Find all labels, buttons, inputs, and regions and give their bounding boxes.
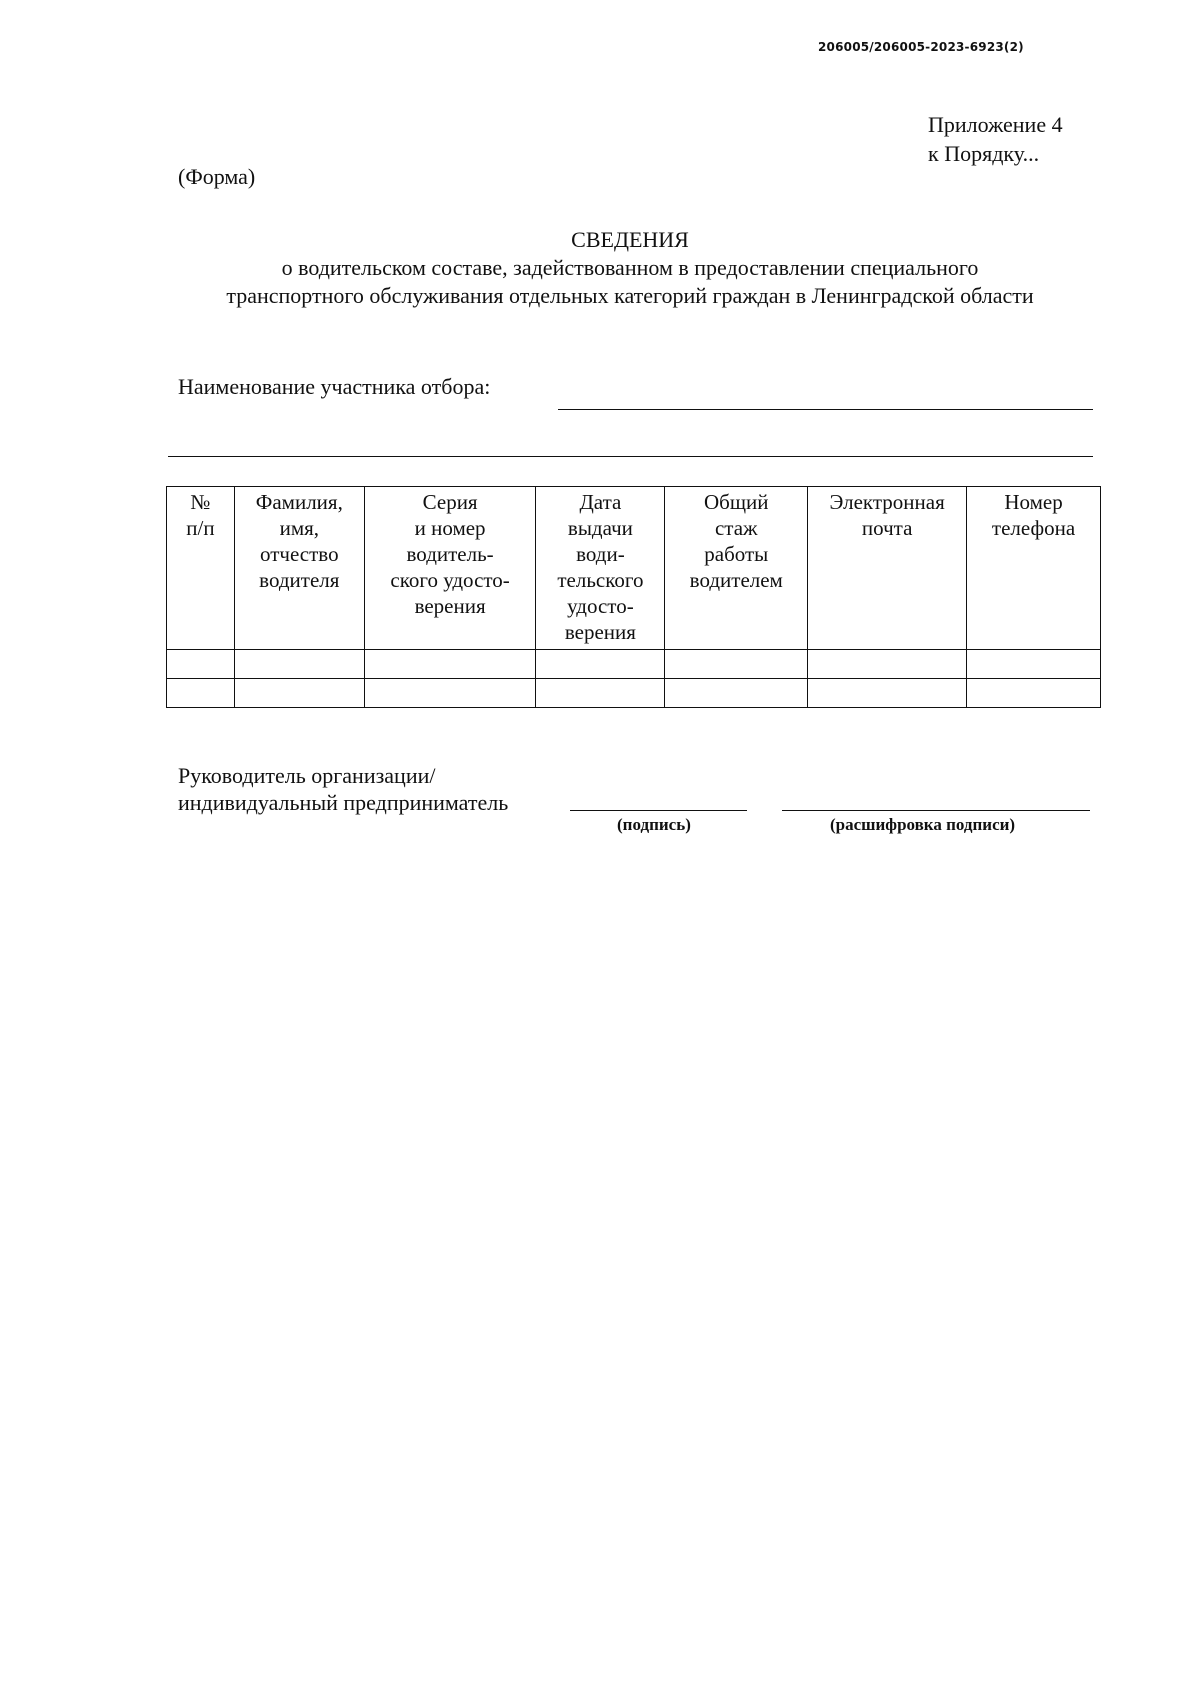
table-cell[interactable]	[167, 650, 235, 679]
title-line-2: транспортного обслуживания отдельных категорий граждан в Ленинградской области	[226, 283, 1034, 308]
column-header-experience: Общий стаж работы водителем	[665, 487, 808, 650]
table-cell[interactable]	[808, 679, 967, 708]
document-title	[150, 226, 1110, 310]
appendix-reference	[928, 110, 1063, 168]
column-header-license-number: Серия и номер водитель- ского удосто- верения	[364, 487, 536, 650]
table-cell[interactable]	[364, 679, 536, 708]
signature-decoding-caption: (расшифровка подписи)	[830, 815, 1016, 834]
head-of-organization-label: Руководитель организации/ индивидуальный предприниматель	[178, 763, 509, 815]
table-cell[interactable]	[536, 679, 665, 708]
table-cell[interactable]	[967, 650, 1101, 679]
participant-name-field[interactable]	[558, 409, 1093, 410]
document-number: 206005/206005-2023-6923(2)	[818, 40, 1024, 54]
signature-decoding-field[interactable]	[782, 810, 1090, 811]
column-header-number: № п/п	[167, 487, 235, 650]
title-heading: СВЕДЕНИЯ	[571, 227, 689, 252]
table-cell[interactable]	[167, 679, 235, 708]
participant-name-field-continuation[interactable]	[168, 456, 1093, 457]
table-cell[interactable]	[665, 679, 808, 708]
table-header-row	[167, 487, 1101, 650]
table-cell[interactable]	[364, 650, 536, 679]
drivers-table	[166, 486, 1101, 708]
column-header-full-name: Фамилия, имя, отчество водителя	[234, 487, 364, 650]
signature-caption: (подпись)	[617, 815, 691, 834]
table-cell[interactable]	[536, 650, 665, 679]
appendix-line-1: Приложение 4	[928, 112, 1063, 137]
table-cell[interactable]	[234, 679, 364, 708]
signature-field[interactable]	[570, 810, 747, 811]
table-cell[interactable]	[967, 679, 1101, 708]
table-row	[167, 650, 1101, 679]
column-header-email: Электронная почта	[808, 487, 967, 650]
appendix-line-2: к Порядку...	[928, 141, 1040, 166]
column-header-license-date: Дата выдачи води- тельского удосто- верения	[536, 487, 665, 650]
form-label: (Форма)	[178, 164, 256, 189]
table-cell[interactable]	[234, 650, 364, 679]
table-row	[167, 679, 1101, 708]
title-line-1: о водительском составе, задействованном в предоставлении специального	[281, 255, 979, 280]
column-header-phone: Номер телефона	[967, 487, 1101, 650]
table-cell[interactable]	[665, 650, 808, 679]
participant-label: Наименование участника отбора:	[178, 374, 491, 399]
table-cell[interactable]	[808, 650, 967, 679]
